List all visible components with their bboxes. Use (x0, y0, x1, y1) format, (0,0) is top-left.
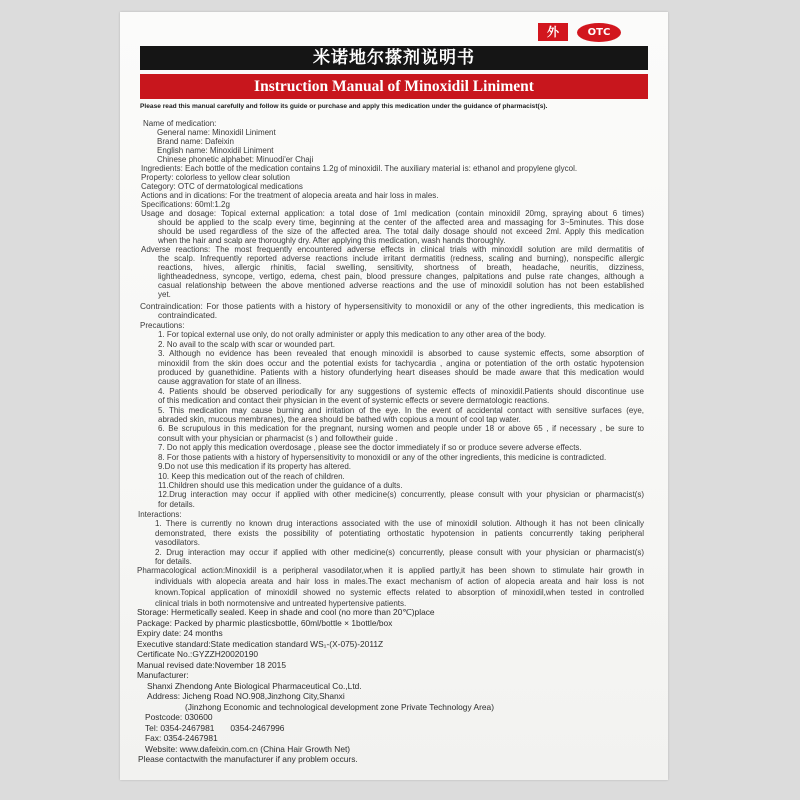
precaution-line: 9.Do not use this medication if its property has altered. (158, 462, 351, 472)
precaution-line: 8. For those patients with a history of hypersensitivity to monoxidil or any of the other ingredients, this medicine is contradicted. (158, 452, 607, 462)
precaution-line: 11.Children should use this medication under the guidance of a dults. (158, 480, 403, 490)
section-product-details (0, 607, 644, 765)
precaution-line: of this medication and contact their physician in the event of systemic effects or severe dermatologic reactions. (158, 396, 550, 406)
english-title-bar: Instruction Manual of Minoxidil Liniment (140, 74, 648, 99)
precaution-line: 1. For topical external use only, do not orally administer or apply this medication to any other area of the body. (158, 330, 546, 340)
pharmacological-action-line: individuals with alopecia areata and hair loss in males.The exact mechanism of action of alopecia areata and hair loss is not (155, 576, 644, 586)
pharmacological-action-line: Pharmacological action:Minoxidil is a peripheral vasodilator,when it is applied partly,it has been shown to stimulate hair growth in (137, 565, 644, 575)
interaction-line: for details. (155, 557, 192, 567)
interaction-line: vasodilators. (155, 538, 200, 548)
adverse-reactions-line: yet. (158, 290, 171, 299)
precaution-line: 4. Patients should be observed periodically for any suggestions of systemic effects of minoxidil.Patients should discontinue use (158, 386, 644, 396)
precaution-line: minoxidil from the skin does occur and the potential exists for tachycardia , angina or potentiation of the orth ostatic hypotension (158, 358, 644, 368)
precaution-line: for details. (158, 499, 195, 509)
interaction-line: 2. Drug interaction may occur if applied with other medicine(s) concurrently, please consult with your physician or pharmacist(s) (155, 547, 644, 557)
storage: Storage: Hermetically sealed. Keep in shade and cool (no more than 20℃)place (137, 607, 435, 617)
usage-line: when the hair and scalp are thoroughly dry. After applying this medication, wash hands thoroughly. (158, 236, 506, 245)
executive-standard: Executive standard:State medication standard WS₁-(X-075)-2011Z (137, 638, 384, 649)
manufacturer-tel-line (0, 723, 644, 734)
precaution-line: 7. Do not apply this medication overdosage , please see the doctor immediately if so or produce severe adverse effects. (158, 443, 582, 453)
precaution-line: abraded skin, mucous membranes), the area should be bathed with copious a mount of cool tap water. (158, 415, 521, 425)
precaution-line: 6. Be scrupulous in this medication for the pregnant, nursing women and people under 18 or above 65 , if necessary , be sure to (158, 424, 644, 434)
otc-mark: OTC (577, 23, 621, 42)
adverse-reactions-line: lightheadedness, syncope, vertigo, edema, chest pain, blood pressure changes, palpitations and pulse rate changes, although a (158, 272, 644, 281)
precaution-line: produced by guanethidine. Patients with a history ofunderlying heart diseases should be made aware that this medication would (158, 368, 644, 378)
manufacturer-address: Address: Jicheng Road NO.908,Jinzhong City,Shanxi (147, 691, 345, 701)
usage-line: should be applied to the scalp every time, beginning at the center of the affected area and massaging for 3~5minutes. This dose (158, 218, 644, 227)
manufacturer-heading: Manufacturer: (137, 670, 189, 680)
adverse-reactions-line: Adverse reactions: The most frequently encountered adverse effects in clinical trials with minoxidil solution are mild dermatitis of (141, 245, 644, 254)
manufacturer-company: Shanxi Zhendong Ante Biological Pharmaceutical Co.,Ltd. (147, 680, 362, 691)
precaution-line: 2. No avail to the scalp with scar or wounded part. (158, 339, 335, 349)
general-name: General name: Minoxidil Liniment (157, 128, 276, 137)
interaction-line: 1. There is currently no known drug interactions associated with the use of minoxidil solution. Although it has not been clinically (155, 519, 644, 529)
adverse-reactions-line: casual relationship between the above mentioned adverse reactions and the use of minoxidil solution has not been established (158, 281, 644, 290)
external-use-mark: 外 (538, 23, 568, 41)
section-interactions (0, 510, 644, 566)
contraindication-line: contraindicated. (158, 310, 218, 321)
precaution-line: 3. Although no evidence has been revealed that enough minoxidil is absorbed to cause systemic effects, some absorption of (158, 349, 644, 359)
precautions-heading: Precautions: (140, 321, 185, 330)
precaution-line: 12.Drug interaction may occur if applied with other medicine(s) concurrently, please consult with your physician or pharmacist(s) (158, 490, 644, 500)
specifications: Specifications: 60ml:1.2g (141, 200, 230, 209)
interactions-heading: Interactions: (138, 510, 182, 519)
expiry-date: Expiry date: 24 months (137, 628, 223, 638)
reading-notice: Please read this manual carefully and follow its guide or purchase and apply this medication under the guidance of pharmacist(s). (140, 103, 548, 110)
manufacturer-postcode: Postcode: 030600 (145, 712, 213, 722)
brand-name: Brand name: Dafeixin (157, 137, 234, 146)
certificate-number: Certificate No.:GYZZH20020190 (137, 649, 259, 659)
ingredients: Ingredients: Each bottle of the medication contains 1.2g of minoxidil. The auxiliary material is: ethanol and propylene glycol. (141, 164, 578, 173)
property: Property: colorless to yellow clear solution (141, 173, 290, 182)
adverse-reactions-line: the scalp. Infrequently reported adverse reactions include irritant dermatitis (redness, scaling and burning), nonspecific allergic (158, 254, 644, 263)
usage-line: should be used regardless of the size of the affected area. The total daily dosage should not exceed 2ml. Apply this medication (158, 227, 644, 236)
manufacturer-tel: Tel: 0354-2467981 (145, 722, 215, 733)
manufacturer-tel-2: 0354-2467996 (230, 722, 285, 733)
pharmacological-action-line: clinical trials in both normotensive and untreated hypertensive patients. (155, 598, 407, 608)
section-basic-info (0, 119, 644, 299)
manual-revised-date: Manual revised date:November 18 2015 (137, 659, 286, 670)
adverse-reactions-line: reactions, hives, allergic rhinitis, facial swelling, sensitivity, shortness of breath, headache, neuritis, dizziness, (158, 263, 644, 272)
contact-note: Please contactwith the manufacturer if any problem occurs. (138, 754, 358, 764)
precaution-line: 10. Keep this medication out of the reach of children. (158, 471, 345, 481)
section-contraindication (0, 302, 644, 320)
contraindication-line: Contraindication: For those patients with a history of hypersensitivity to monoxidil or any of the other ingredients, this medication is (140, 301, 644, 311)
manufacturer-zone: (Jinzhong Economic and technological development zone Private Technology Area) (185, 701, 494, 712)
category: Category: OTC of dermatological medications (141, 182, 303, 191)
package: Package: Packed by pharmic plasticsbottle, 60ml/bottle × 1bottle/box (137, 617, 393, 628)
precaution-line: cause aggravation for state of an illness. (158, 377, 302, 387)
interaction-line: demonstrated, there exists the possibility of potentiating orthostatic hypotension in patients concurrently taking peripheral (155, 528, 644, 538)
manufacturer-fax: Fax: 0354-2467981 (145, 733, 218, 743)
actions-and-indications: Actions and in dications: For the treatment of alopecia areata and hair loss in males. (141, 191, 439, 200)
pinyin-name: Chinese phonetic alphabet: Minuodi'er Chaji (157, 155, 314, 164)
precaution-line: consult with your physician or pharmacist (s ) and followtheir guide . (158, 433, 398, 443)
english-name: English name: Minoxidil Liniment (157, 146, 274, 155)
section-pharmacological-action (0, 565, 644, 609)
pharmacological-action-line: known.Topical application of minoxidil showed no systemic effects related to absorption of minoxidil,when tested in controlled (155, 587, 644, 597)
section-precautions (0, 321, 644, 509)
usage-line: Usage and dosage: Topical external application: a total dose of 1ml medication (contain minoxidil 20mg, spraying about 6 times) (141, 209, 644, 218)
name-of-medication-heading: Name of medication: (143, 119, 217, 128)
manufacturer-website: Website: www.dafeixin.com.cn (China Hair Growth Net) (145, 743, 351, 754)
chinese-title-bar: 米诺地尔搽剂说明书 (140, 46, 648, 70)
precaution-line: 5. This medication may cause burning and irritation of the eye. In the event of accidental contact with sensitive surfaces (eye, (158, 405, 644, 415)
